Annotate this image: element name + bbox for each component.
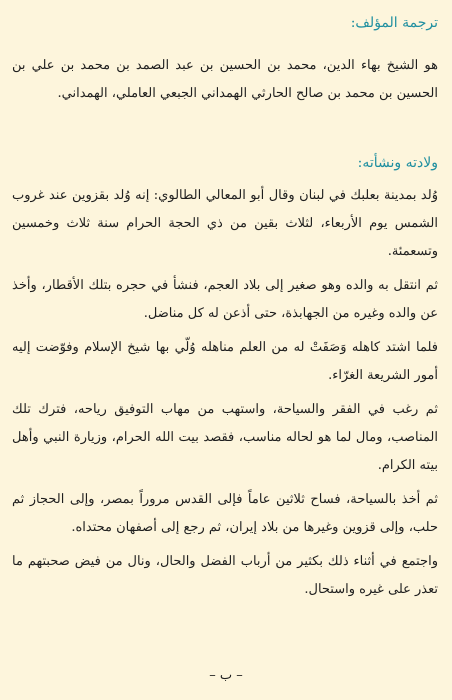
travel-desire-paragraph: ثم رغب في الفقر والسياحة، واستهب من مهاب التوفيق رياحه، فترك تلك المناصب، ومال لما هو لحاله مناسب، فقصد بيت الله الحرام، وزيارة النبي وأهل بيته الكرام. [12,402,438,473]
author-bio-paragraph: هو الشيخ بهاء الدين، محمد بن الحسين بن عبد الصمد بن محمد بن علي بن الحسين بن محمد بن صالح الحارثي الهمداني الجبعي العاملي، الهمداني. [12,58,438,101]
birth-heading: ولادته ونشأته: [357,155,438,171]
author-heading: ترجمة المؤلف: [350,15,438,31]
travels-paragraph: ثم أخذ بالسياحة، فساح ثلاثين عاماً فإلى القدس مروراً بمصر، وإلى الحجاز ثم حلب، وإلى قزوين وغيرها من بلاد إيران، ثم رجع إلى أصفهان محتداه. [12,492,438,535]
position-paragraph: فلما اشتد كاهله وَصَفَتْ له من العلم مناهله وُلّي بها شيخ الإسلام وفوّضت إليه أمور الشريعة الغرّاء. [12,340,438,383]
gatherings-paragraph: واجتمع في أثناء ذلك بكثير من أرباب الفضل والحال، ونال من فيض صحبتهم ما تعذر على غيره واستحال. [12,554,438,597]
page-number: – ب – [209,668,243,683]
move-paragraph: ثم انتقل به والده وهو صغير إلى بلاد العجم، فنشأ في حجره بتلك الأقطار، وأخذ عن والده وغيره من الجهابذة، حتى أذعن له كل مناضل. [12,278,438,321]
birth-paragraph: وُلد بمدينة بعلبك في لبنان وقال أبو المعالي الطالوي: إنه وُلد بقزوين عند غروب الشمس يوم الأربعاء، لثلاث بقين من ذي الحجة الحرام سنة ثلاث وخمسين وتسعمئة. [12,188,438,259]
